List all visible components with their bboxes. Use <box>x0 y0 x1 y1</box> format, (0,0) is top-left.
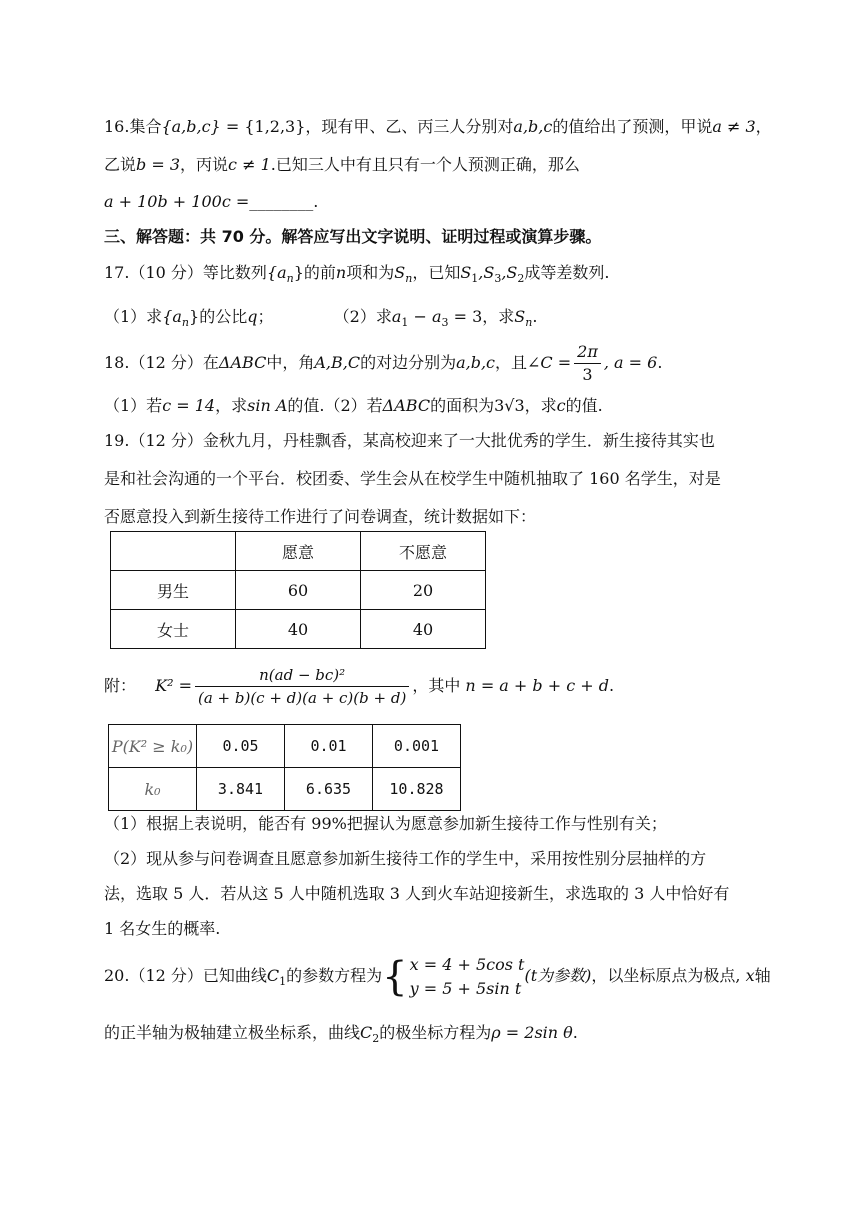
var-S2: ,S <box>501 263 518 282</box>
subscript: 1 <box>401 316 409 329</box>
k2-formula-line <box>104 661 614 711</box>
var-S3: ,S <box>478 263 495 282</box>
table-row <box>109 725 461 768</box>
q18-text: 中，角 <box>266 353 315 372</box>
table-cell: k₀ <box>109 768 197 811</box>
q20-line2 <box>104 1021 578 1051</box>
subscript: 1 <box>471 272 479 285</box>
critical-value-table <box>108 724 461 811</box>
curve-C2: C <box>360 1023 373 1042</box>
table-cell: 0.001 <box>373 725 461 768</box>
q18-text: 的对边分别为 <box>360 353 457 372</box>
table-cell: 20 <box>361 571 486 610</box>
var-Sn: S <box>394 263 406 282</box>
sides: a,b,c <box>456 353 495 372</box>
q17-part1: （1）求 <box>104 307 163 326</box>
q18-text: 的值. <box>565 396 603 415</box>
var-a3: − a <box>408 307 442 326</box>
q16-text: ， <box>755 117 772 136</box>
q19-line3: 否愿意投入到新生接待工作进行了问卷调查，统计数据如下： <box>104 507 537 526</box>
q16-text: ，丙说 <box>180 155 229 174</box>
table-row <box>111 571 486 610</box>
pred-a: a ≠ 3 <box>712 117 756 136</box>
var-n: n <box>335 263 347 282</box>
q20-text: ，以坐标原点为极点, <box>591 966 741 985</box>
q16-line2 <box>104 153 580 177</box>
q17-text: 17.（10 分）等比数列 <box>104 263 267 282</box>
q18-text: ，且 <box>495 353 528 372</box>
var-q: q <box>247 307 258 326</box>
q20-text: 的正半轴为极轴建立极坐标系，曲线 <box>104 1023 361 1042</box>
table-row <box>109 768 461 811</box>
table-header: 愿意 <box>236 532 361 571</box>
q20-text: 轴 <box>754 966 771 985</box>
var-a1: a <box>391 307 402 326</box>
table-cell: 40 <box>361 610 486 649</box>
var-x: x <box>745 966 755 985</box>
q18-text: 的值. <box>287 396 325 415</box>
table-header-row <box>111 532 486 571</box>
fraction-denominator: (a + b)(c + d)(a + c)(b + d) <box>197 689 407 707</box>
subscript: n <box>286 272 294 285</box>
where-text: ，其中 <box>412 676 461 695</box>
polar-eq: ρ = 2sin θ <box>491 1023 573 1042</box>
q20-text: 的极坐标方程为 <box>379 1023 492 1042</box>
subscript: 3 <box>494 272 502 285</box>
q19-part1: （1）根据上表说明，能否有 99%把握认为愿意参加新生接待工作与性别有关； <box>104 814 667 833</box>
table-cell: 10.828 <box>373 768 461 811</box>
q16-text: 的值给出了预测，甲说 <box>552 117 713 136</box>
q17-line1 <box>104 261 609 291</box>
angles: A,B,C <box>314 353 361 372</box>
subscript: n <box>405 272 413 285</box>
area-value: 3√3 <box>494 396 525 415</box>
q18-text: ，求 <box>215 396 248 415</box>
var-c: c <box>556 396 566 415</box>
fraction-2pi-3 <box>574 341 601 386</box>
var-abc: a,b,c <box>513 117 553 136</box>
q17-text: ； <box>257 307 274 326</box>
equals-sign: = <box>225 117 240 136</box>
subscript: n <box>525 316 533 329</box>
seq-an: {a <box>266 263 287 282</box>
set-rhs: {1,2,3} <box>244 117 306 136</box>
fraction-numerator: 2π <box>574 341 601 364</box>
q17-line2 <box>104 305 537 335</box>
table-cell: 0.01 <box>285 725 373 768</box>
q18-text: ，求 <box>524 396 557 415</box>
eq-y: y = 5 + 5sin t <box>409 978 522 998</box>
appendix-label: 附： <box>104 676 137 695</box>
q19-line2: 是和社会沟通的一个平台．校团委、学生会从在校学生中随机抽取了 160 名学生，对是 <box>104 469 721 488</box>
q17-text: ，已知 <box>412 263 461 282</box>
subscript: 2 <box>372 1032 380 1045</box>
q18-line2 <box>104 394 603 418</box>
section-heading: 三、解答题：共 70 分。解答应写出文字说明、证明过程或演算步骤。 <box>104 227 602 246</box>
q17-text: 的前 <box>303 263 336 282</box>
table-cell: 6.635 <box>285 768 373 811</box>
var-Sn: S <box>514 307 526 326</box>
q18-text: 18.（12 分）在 <box>104 353 219 372</box>
q17-text: 项和为 <box>346 263 395 282</box>
subscript: n <box>181 316 189 329</box>
q19-part2-line2: 法，选取 5 人．若从这 5 人中随机选取 3 人到火车站迎接新生，求选取的 3 人中恰好有 <box>104 884 730 903</box>
seq-an: {a <box>162 307 182 326</box>
table-row <box>111 610 486 649</box>
fraction-denominator: 3 <box>582 365 593 384</box>
k2-fraction <box>195 664 409 709</box>
n-sum: n = a + b + c + d <box>465 676 610 695</box>
q17-text: 的公比 <box>199 307 248 326</box>
table-header: 不愿意 <box>361 532 486 571</box>
table-cell <box>111 532 236 571</box>
fraction-numerator: n(ad − bc)² <box>195 664 409 687</box>
angle-C: ∠C = <box>527 353 572 372</box>
table-cell: 40 <box>236 610 361 649</box>
q16-line3 <box>104 190 318 214</box>
q17-part2: （2）求 <box>333 307 392 326</box>
table-cell: 60 <box>236 571 361 610</box>
q16-expression: a + 10b + 100c = <box>104 192 250 211</box>
q16-text: 16.集合 <box>104 117 162 136</box>
brace-close: } <box>189 307 200 326</box>
table-cell: 0.05 <box>197 725 285 768</box>
triangle: ΔABC <box>382 396 431 415</box>
answer-blank: ________. <box>249 192 319 211</box>
q18-text: . <box>657 353 663 372</box>
equals-3: = 3 <box>448 307 483 326</box>
period: . <box>609 676 615 695</box>
q20-text: 20.（12 分）已知曲线 <box>104 966 267 985</box>
sin-A: sin A <box>247 396 288 415</box>
q18-text: 的面积为 <box>430 396 495 415</box>
q17-text: ，求 <box>482 307 515 326</box>
q20-text: 的参数方程为 <box>286 966 383 985</box>
pred-b: b = 3 <box>136 155 181 174</box>
q19-part2-line3: 1 名女生的概率. <box>104 919 221 938</box>
subscript: 3 <box>441 316 449 329</box>
c-value: c = 14 <box>162 396 216 415</box>
brace-close: } <box>293 263 304 282</box>
table-cell: 男生 <box>111 571 236 610</box>
q16-text: 乙说 <box>104 155 137 174</box>
subscript: 2 <box>517 272 525 285</box>
q20-text: . <box>572 1023 578 1042</box>
table-cell: P(K² ≥ k₀) <box>109 725 197 768</box>
q18-part1: （1）若 <box>104 396 163 415</box>
q17-text: . <box>532 307 538 326</box>
eq-x: x = 4 + 5cos t <box>409 954 525 974</box>
pred-c: c ≠ 1 <box>228 155 271 174</box>
left-brace-icon: { <box>382 953 408 1000</box>
side-a: , a = 6 <box>603 353 658 372</box>
triangle: ΔABC <box>218 353 267 372</box>
table-cell: 女士 <box>111 610 236 649</box>
q16-text: ，现有甲、乙、丙三人分别对 <box>305 117 514 136</box>
q18-line1 <box>104 338 662 388</box>
k2-lhs: K² = <box>155 676 192 695</box>
curve-C1: C <box>266 966 280 985</box>
q18-part2: （2）若 <box>324 396 383 415</box>
survey-table <box>110 531 486 649</box>
parametric-system <box>410 953 525 1001</box>
q16-text: .已知三人中有且只有一个人预测正确，那么 <box>270 155 580 174</box>
param-note: (t为参数) <box>524 966 592 985</box>
subscript: 1 <box>279 975 287 988</box>
q17-text: 成等差数列. <box>524 263 610 282</box>
q19-line1: 19.（12 分）金秋九月，丹桂飘香，某高校迎来了一大批优秀的学生．新生接待其实也 <box>104 431 715 450</box>
table-cell: 3.841 <box>197 768 285 811</box>
q19-part2-line1: （2）现从参与问卷调查且愿意参加新生接待工作的学生中，采用按性别分层抽样的方 <box>104 849 707 868</box>
q16-line1 <box>104 115 772 139</box>
set-lhs: {a,b,c} <box>161 117 221 136</box>
q20-line1 <box>104 948 771 1004</box>
var-S1: S <box>460 263 472 282</box>
